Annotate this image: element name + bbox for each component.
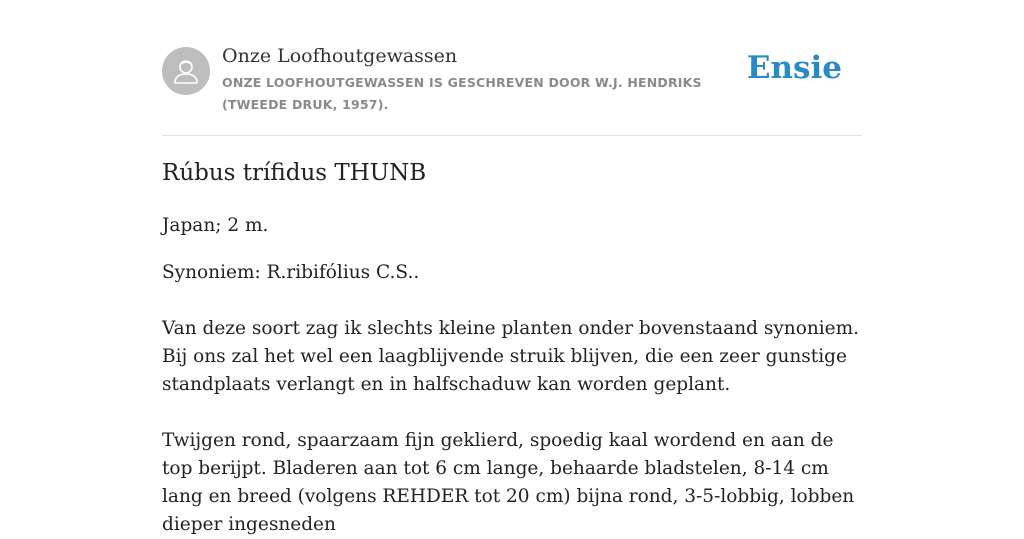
- source-header: [162, 0, 862, 136]
- source-description: ONZE LOOFHOUTGEWASSEN IS GESCHREVEN DOOR W.J. HENDRIKS (TWEEDE DRUK, 1957).: [222, 75, 702, 112]
- entry-paragraph: Twijgen rond, spaarzaam fijn geklierd, spoedig kaal wordend en aan de top berijpt. Bladeren aan tot 6 cm lange, behaarde bladstelen, 8-14 cm lang en breed (volgens REHDER tot 20 cm) bijna rond, 3-5-lobbig, lobben dieper ingesneden: [162, 430, 855, 535]
- brand-logo[interactable]: Ensie: [746, 50, 842, 86]
- entry-paragraph-synonym: Synoniem: R.ribifólius C.S..: [162, 262, 420, 283]
- avatar[interactable]: [162, 47, 210, 95]
- source-title[interactable]: Onze Loofhoutgewassen: [222, 45, 458, 67]
- page-content: [162, 0, 862, 535]
- entry-title: Rúbus trífidus THUNB: [162, 160, 427, 186]
- entry-body: [162, 212, 862, 539]
- entry-paragraph-origin: Japan; 2 m.: [162, 215, 269, 236]
- entry-paragraph: Van deze soort zag ik slechts kleine planten onder bovenstaand synoniem. Bij ons zal het wel een laagblijvende struik blijven, die een zeer gunstige standplaats verlangt en in halfschaduw kan worden geplant.: [162, 318, 860, 395]
- user-icon: [162, 47, 210, 95]
